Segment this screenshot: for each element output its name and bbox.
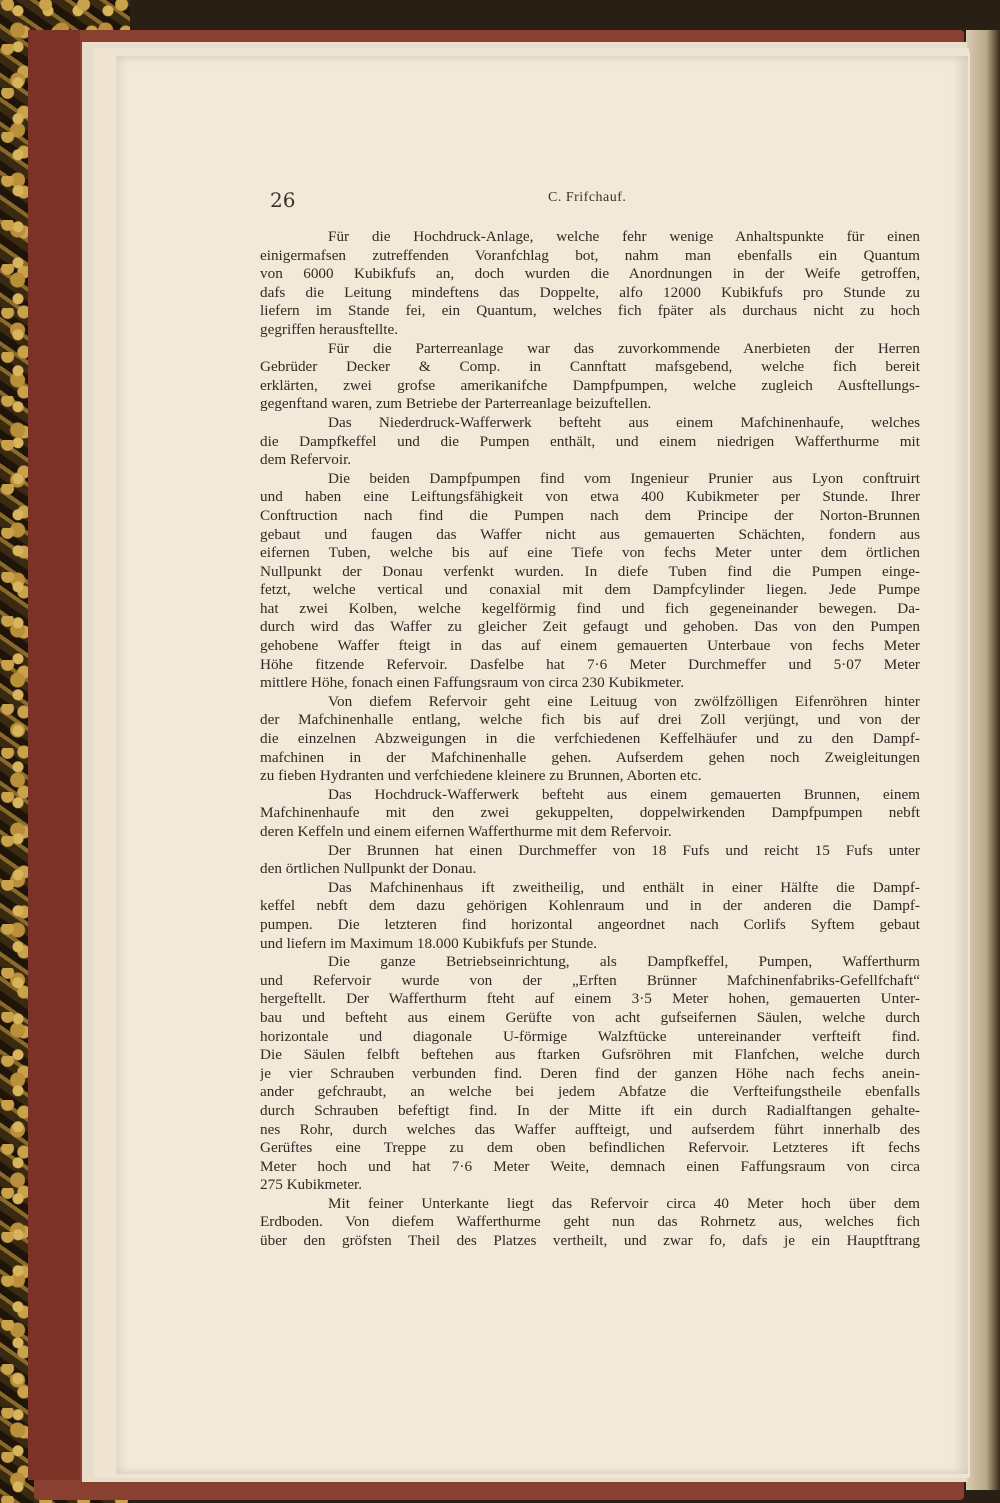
text-line: Meter hoch und hat 7·6 Meter Weite, demnach einen Faffungsraum von circa [260,1157,920,1175]
text-line: mafchinen in der Mafchinenhalle gehen. Aufserdem gehen noch Zweigleitungen [260,748,920,766]
text-line: Höhe fitzende Refervoir. Dasfelbe hat 7·6 Meter Durchmeffer und 5·07 Meter [260,655,920,673]
text-line: dem Refervoir. [260,451,352,469]
text-line: Gerüftes eine Treppe zu dem oben befindlichen Refervoir. Letzteres ift fechs [260,1139,920,1157]
text-line: die Dampfkeffel und die Pumpen enthält, und einem niedrigen Wafferthurme mit [260,432,920,450]
text-line: Der Brunnen hat einen Durchmeffer von 18 Fufs und reicht 15 Fufs unter [328,841,920,859]
text-line: gehobene Waffer fteigt in das auf einem gemauerten Unterbaue von fechs Meter [260,637,920,655]
text-line: dafs die Leitung mindeftens das Doppelte, alfo 12000 Kubikfufs pro Stunde zu [260,283,920,301]
text-line: je vier Schrauben verbunden find. Deren find der ganzen Höhe nach fechs anein- [260,1064,920,1082]
text-line: Für die Parterreanlage war das zuvorkommende Anerbieten der Herren [328,339,920,357]
text-line: bau und befteht aus einem Gerüfte von acht gufseifernen Säulen, welche durch [260,1008,920,1026]
text-line: Mafchinenhaufe mit den zwei gekuppelten, doppelwirkenden Dampfpumpen nebft [260,804,920,822]
text-line: zu fieben Hydranten und verfchiedene kleinere zu Brunnen, Aborten etc. [260,767,702,785]
page-edge-right [966,30,1000,1490]
text-line: nes Rohr, durch welches das Waffer auffteigt, und aufserdem führt innerhalb des [260,1120,920,1138]
text-line: mittlere Höhe, fonach einen Faffungsraum von circa 230 Kubikmeter. [260,674,684,692]
text-line: keffel nebft dem dazu gehörigen Kohlenraum und in der anderen die Dampf- [260,897,920,915]
page-number: 26 [270,188,296,212]
text-line: von 6000 Kubikfufs an, doch wurden die Anordnungen in der Weife getroffen, [260,265,920,283]
text-line: durch Schrauben befeftigt find. In der Mitte ift ein durch Radialftangen gehalte- [260,1101,920,1119]
text-line: deren Keffeln und einem eifernen Wafferthurme mit dem Refervoir. [260,823,672,840]
text-line: Das Hochdruck-Wafferwerk befteht aus einem gemauerten Brunnen, einem [328,785,920,803]
text-line: Conftruction nach find die Pumpen nach dem Principe der Norton-Brunnen [260,506,920,524]
body-text [260,228,920,1251]
text-line: ander gefchraubt, an welche bei jedem Abfatze die Verfteifungstheile ebenfalls [260,1083,920,1101]
text-line: erklärten, zwei grofse amerikanifche Dampfpumpen, welche zugleich Ausftellungs- [260,376,920,394]
running-head: C. Frifchauf. [548,190,627,205]
text-line: gebaut und faugen das Waffer nicht aus gemauerten Schächten, fondern aus [260,525,920,543]
text-line: Gebrüder Decker & Comp. in Cannftatt mafsgebend, welche fich bereit [260,358,920,376]
text-line: einigermafsen zutreffenden Voranfchlag bot, nahm man ebenfalls ein Quantum [260,246,920,264]
text-line: und liefern im Maximum 18.000 Kubikfufs per Stunde. [260,934,598,952]
text-line: Das Niederdruck-Wafferwerk befteht aus einem Mafchinenhaufe, welches [328,413,920,431]
text-line: hat zwei Kolben, welche kegelförmig find und fich gegeneinander bewegen. Da- [260,599,920,617]
text-line: pumpen. Die letzteren find horizontal angeordnet nach Corlifs Syftem gebaut [260,915,920,933]
text-line: Mit feiner Unterkante liegt das Refervoir circa 40 Meter hoch über dem [328,1194,920,1212]
text-line: Die beiden Dampfpumpen find vom Ingenieur Prunier aus Lyon conftruirt [328,469,920,487]
text-line: hergeftellt. Der Wafferthurm fteht auf einem 3·5 Meter hohen, gemauerten Unter- [260,990,920,1008]
text-line: Erdboden. Von diefem Wafferthurme geht nun das Rohrnetz aus, welches fich [260,1213,920,1231]
text-line: liefern im Stande fei, ein Quantum, welches fich fpäter als durchaus nicht zu hoch [260,302,920,320]
text-line: gegenftand waren, zum Betriebe der Parterreanlage beizuftellen. [260,395,652,413]
text-line: 275 Kubikmeter. [260,1176,363,1194]
text-line: Für die Hochdruck-Anlage, welche fehr wenige Anhaltspunkte für einen [328,228,920,245]
text-line: Von diefem Refervoir geht eine Leituug von zwölfzölligen Eifenröhren hinter [328,692,920,710]
text-line: der Mafchinenhalle entlang, welche fich bis auf drei Zoll verjüngt, und von der [260,711,920,729]
book-spine [28,30,80,1480]
text-line: horizontale und diagonale U-förmige Walzftücke untereinander verfteift find. [260,1027,920,1045]
text-line: durch wird das Waffer zu gleicher Zeit gefaugt und gehoben. Das von den Pumpen [260,618,920,636]
text-line: eifernen Tuben, welche bis auf eine Tiefe von fechs Meter unter dem örtlichen [260,544,920,562]
text-line: über den gröfsten Theil des Platzes vertheilt, und zwar fo, dafs je ein Hauptftrang [260,1232,920,1250]
text-line: den örtlichen Nullpunkt der Donau. [260,860,477,878]
text-line: fetzt, welche vertical und conaxial mit dem Dampfcylinder liegen. Jede Pumpe [260,581,920,599]
text-line: Das Mafchinenhaus ift zweitheilig, und enthält in einer Hälfte die Dampf- [328,878,920,896]
text-line: Nullpunkt der Donau verfenkt wurden. In diefe Tuben find die Pumpen einge- [260,562,920,580]
text-line: Die ganze Betriebseinrichtung, als Dampfkeffel, Pumpen, Wafferthurm [328,953,920,971]
text-line: und haben eine Leiftungsfähigkeit von etwa 400 Kubikmeter per Stunde. Ihrer [260,488,920,506]
text-line: und Refervoir wurde von der „Erften Brünner Mafchinenfabriks-Gefellfchaft“ [260,971,920,989]
text-line: gegriffen herausftellte. [260,320,399,338]
text-line: die einzelnen Abzweigungen in die verfchiedenen Keffelhäufer und zu den Dampf- [260,730,920,748]
text-line: Die Säulen felbft beftehen aus ftarken Gufsröhren mit Flanfchen, welche durch [260,1046,920,1064]
